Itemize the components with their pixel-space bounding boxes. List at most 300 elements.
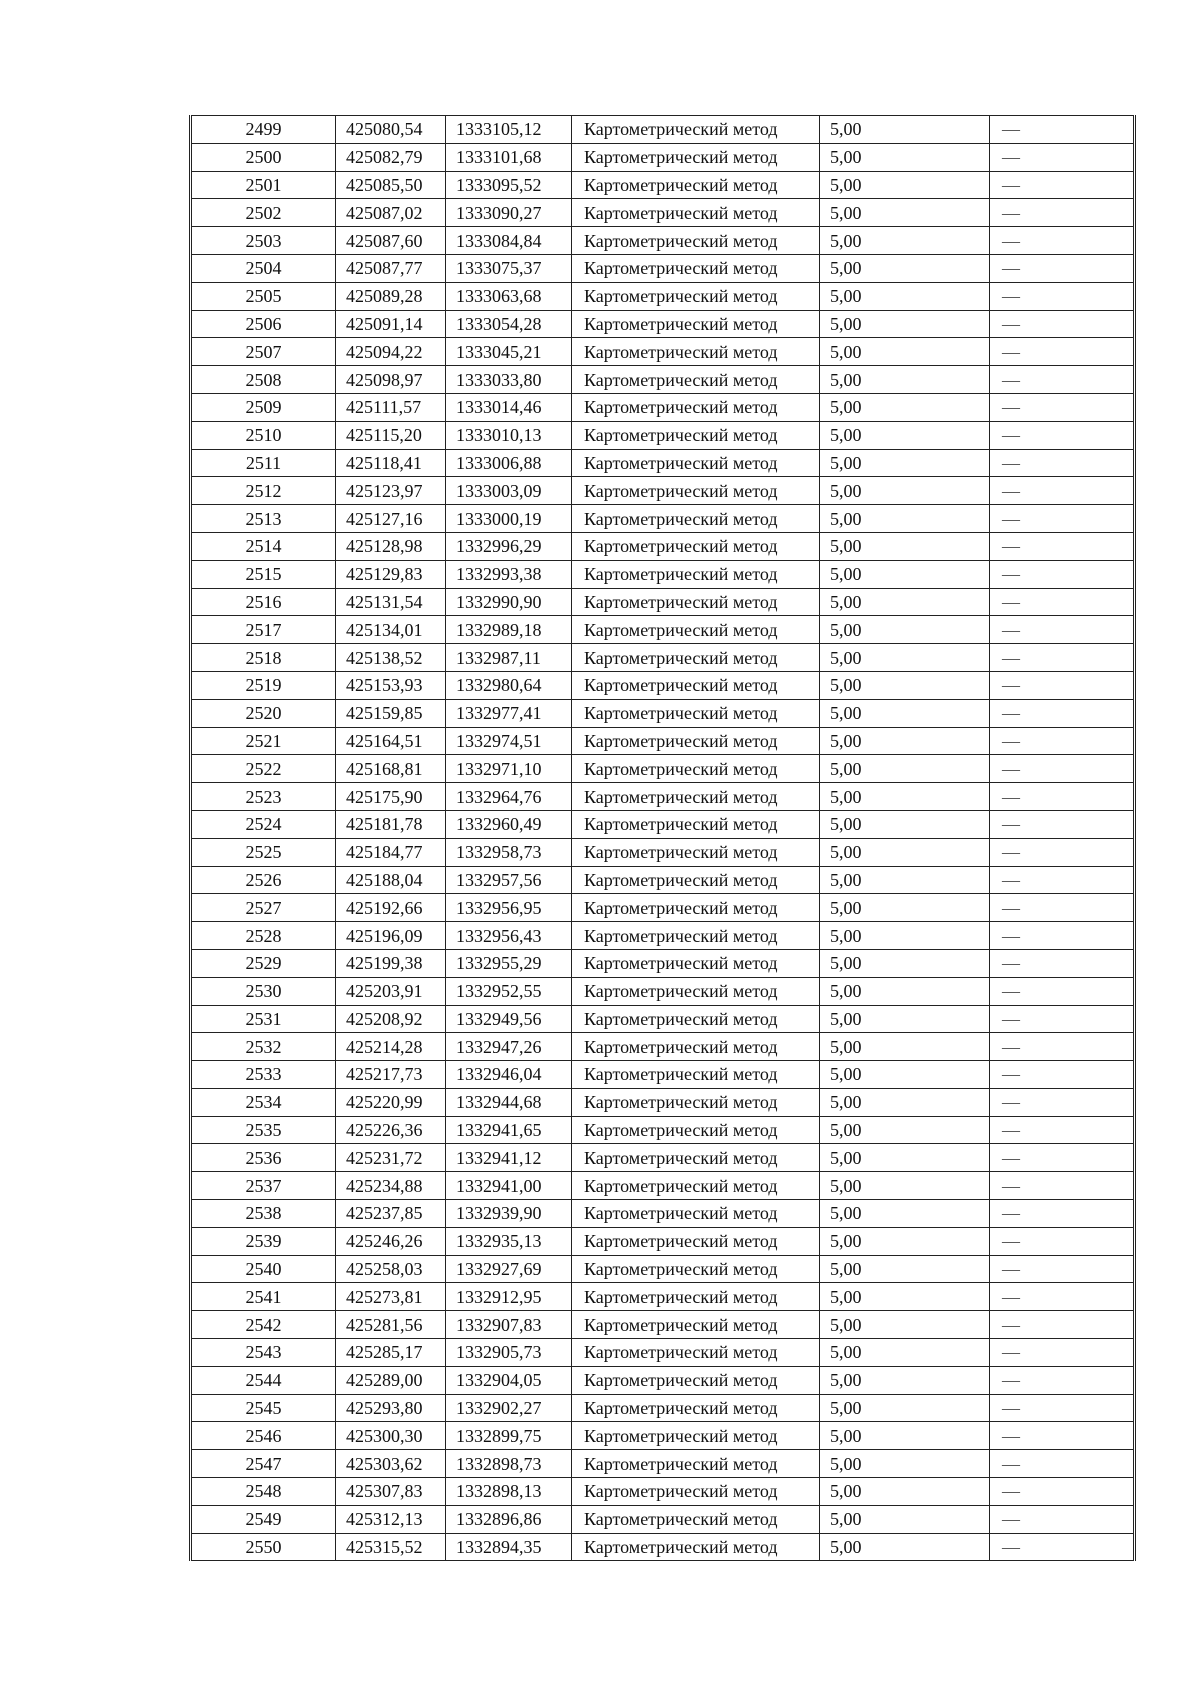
y-coordinate-cell: 1333084,84 bbox=[446, 227, 572, 255]
description-cell: — bbox=[990, 894, 1135, 922]
x-coordinate-cell: 425184,77 bbox=[336, 838, 446, 866]
x-coordinate-cell: 425087,60 bbox=[336, 227, 446, 255]
y-coordinate-cell: 1332944,68 bbox=[446, 1088, 572, 1116]
table-row bbox=[191, 116, 1135, 144]
x-coordinate-cell: 425164,51 bbox=[336, 727, 446, 755]
point-number-cell: 2529 bbox=[191, 949, 336, 977]
description-cell: — bbox=[990, 338, 1135, 366]
description-cell: — bbox=[990, 1394, 1135, 1422]
coordinates-table bbox=[189, 115, 1136, 1561]
accuracy-cell: 5,00 bbox=[820, 1505, 990, 1533]
accuracy-cell: 5,00 bbox=[820, 922, 990, 950]
point-number-cell: 2523 bbox=[191, 783, 336, 811]
x-coordinate-cell: 425138,52 bbox=[336, 644, 446, 672]
point-number-cell: 2510 bbox=[191, 421, 336, 449]
x-coordinate-cell: 425226,36 bbox=[336, 1116, 446, 1144]
description-cell: — bbox=[990, 866, 1135, 894]
description-cell: — bbox=[990, 977, 1135, 1005]
description-cell: — bbox=[990, 949, 1135, 977]
y-coordinate-cell: 1332949,56 bbox=[446, 1005, 572, 1033]
description-cell: — bbox=[990, 588, 1135, 616]
y-coordinate-cell: 1332987,11 bbox=[446, 644, 572, 672]
y-coordinate-cell: 1333006,88 bbox=[446, 449, 572, 477]
point-number-cell: 2502 bbox=[191, 199, 336, 227]
point-number-cell: 2525 bbox=[191, 838, 336, 866]
y-coordinate-cell: 1332964,76 bbox=[446, 783, 572, 811]
x-coordinate-cell: 425111,57 bbox=[336, 393, 446, 421]
x-coordinate-cell: 425315,52 bbox=[336, 1533, 446, 1561]
x-coordinate-cell: 425312,13 bbox=[336, 1505, 446, 1533]
x-coordinate-cell: 425098,97 bbox=[336, 366, 446, 394]
x-coordinate-cell: 425188,04 bbox=[336, 866, 446, 894]
x-coordinate-cell: 425293,80 bbox=[336, 1394, 446, 1422]
x-coordinate-cell: 425199,38 bbox=[336, 949, 446, 977]
y-coordinate-cell: 1332947,26 bbox=[446, 1033, 572, 1061]
method-cell: Картометрический метод bbox=[572, 1172, 820, 1200]
accuracy-cell: 5,00 bbox=[820, 977, 990, 1005]
accuracy-cell: 5,00 bbox=[820, 338, 990, 366]
table-row bbox=[191, 254, 1135, 282]
accuracy-cell: 5,00 bbox=[820, 1533, 990, 1561]
table-row bbox=[191, 1200, 1135, 1228]
accuracy-cell: 5,00 bbox=[820, 1366, 990, 1394]
y-coordinate-cell: 1332980,64 bbox=[446, 671, 572, 699]
accuracy-cell: 5,00 bbox=[820, 1116, 990, 1144]
x-coordinate-cell: 425214,28 bbox=[336, 1033, 446, 1061]
point-number-cell: 2521 bbox=[191, 727, 336, 755]
point-number-cell: 2549 bbox=[191, 1505, 336, 1533]
y-coordinate-cell: 1332993,38 bbox=[446, 560, 572, 588]
description-cell: — bbox=[990, 1200, 1135, 1228]
method-cell: Картометрический метод bbox=[572, 1061, 820, 1089]
point-number-cell: 2517 bbox=[191, 616, 336, 644]
description-cell: — bbox=[990, 783, 1135, 811]
accuracy-cell: 5,00 bbox=[820, 310, 990, 338]
method-cell: Картометрический метод bbox=[572, 282, 820, 310]
y-coordinate-cell: 1332956,95 bbox=[446, 894, 572, 922]
description-cell: — bbox=[990, 449, 1135, 477]
method-cell: Картометрический метод bbox=[572, 338, 820, 366]
y-coordinate-cell: 1332960,49 bbox=[446, 810, 572, 838]
point-number-cell: 2532 bbox=[191, 1033, 336, 1061]
point-number-cell: 2524 bbox=[191, 810, 336, 838]
description-cell: — bbox=[990, 755, 1135, 783]
method-cell: Картометрический метод bbox=[572, 727, 820, 755]
description-cell: — bbox=[990, 1283, 1135, 1311]
method-cell: Картометрический метод bbox=[572, 616, 820, 644]
y-coordinate-cell: 1332989,18 bbox=[446, 616, 572, 644]
point-number-cell: 2522 bbox=[191, 755, 336, 783]
description-cell: — bbox=[990, 366, 1135, 394]
method-cell: Картометрический метод bbox=[572, 143, 820, 171]
table-row bbox=[191, 421, 1135, 449]
table-row bbox=[191, 1172, 1135, 1200]
y-coordinate-cell: 1332905,73 bbox=[446, 1339, 572, 1367]
point-number-cell: 2545 bbox=[191, 1394, 336, 1422]
accuracy-cell: 5,00 bbox=[820, 1144, 990, 1172]
description-cell: — bbox=[990, 1366, 1135, 1394]
description-cell: — bbox=[990, 1339, 1135, 1367]
y-coordinate-cell: 1333105,12 bbox=[446, 116, 572, 144]
accuracy-cell: 5,00 bbox=[820, 1088, 990, 1116]
point-number-cell: 2547 bbox=[191, 1450, 336, 1478]
description-cell: — bbox=[990, 560, 1135, 588]
point-number-cell: 2538 bbox=[191, 1200, 336, 1228]
x-coordinate-cell: 425307,83 bbox=[336, 1478, 446, 1506]
y-coordinate-cell: 1333000,19 bbox=[446, 505, 572, 533]
y-coordinate-cell: 1332896,86 bbox=[446, 1505, 572, 1533]
x-coordinate-cell: 425082,79 bbox=[336, 143, 446, 171]
accuracy-cell: 5,00 bbox=[820, 171, 990, 199]
accuracy-cell: 5,00 bbox=[820, 560, 990, 588]
x-coordinate-cell: 425131,54 bbox=[336, 588, 446, 616]
method-cell: Картометрический метод bbox=[572, 1144, 820, 1172]
method-cell: Картометрический метод bbox=[572, 977, 820, 1005]
method-cell: Картометрический метод bbox=[572, 366, 820, 394]
method-cell: Картометрический метод bbox=[572, 922, 820, 950]
description-cell: — bbox=[990, 699, 1135, 727]
y-coordinate-cell: 1332977,41 bbox=[446, 699, 572, 727]
accuracy-cell: 5,00 bbox=[820, 616, 990, 644]
description-cell: — bbox=[990, 644, 1135, 672]
accuracy-cell: 5,00 bbox=[820, 1311, 990, 1339]
x-coordinate-cell: 425129,83 bbox=[336, 560, 446, 588]
table-row bbox=[191, 588, 1135, 616]
accuracy-cell: 5,00 bbox=[820, 449, 990, 477]
x-coordinate-cell: 425087,02 bbox=[336, 199, 446, 227]
description-cell: — bbox=[990, 227, 1135, 255]
method-cell: Картометрический метод bbox=[572, 505, 820, 533]
accuracy-cell: 5,00 bbox=[820, 755, 990, 783]
description-cell: — bbox=[990, 838, 1135, 866]
x-coordinate-cell: 425303,62 bbox=[336, 1450, 446, 1478]
table-row bbox=[191, 866, 1135, 894]
method-cell: Картометрический метод bbox=[572, 838, 820, 866]
x-coordinate-cell: 425237,85 bbox=[336, 1200, 446, 1228]
table-row bbox=[191, 1227, 1135, 1255]
accuracy-cell: 5,00 bbox=[820, 366, 990, 394]
x-coordinate-cell: 425208,92 bbox=[336, 1005, 446, 1033]
accuracy-cell: 5,00 bbox=[820, 1033, 990, 1061]
y-coordinate-cell: 1333095,52 bbox=[446, 171, 572, 199]
x-coordinate-cell: 425091,14 bbox=[336, 310, 446, 338]
x-coordinate-cell: 425153,93 bbox=[336, 671, 446, 699]
x-coordinate-cell: 425181,78 bbox=[336, 810, 446, 838]
x-coordinate-cell: 425289,00 bbox=[336, 1366, 446, 1394]
point-number-cell: 2530 bbox=[191, 977, 336, 1005]
y-coordinate-cell: 1332956,43 bbox=[446, 922, 572, 950]
method-cell: Картометрический метод bbox=[572, 783, 820, 811]
x-coordinate-cell: 425273,81 bbox=[336, 1283, 446, 1311]
method-cell: Картометрический метод bbox=[572, 699, 820, 727]
y-coordinate-cell: 1333033,80 bbox=[446, 366, 572, 394]
method-cell: Картометрический метод bbox=[572, 1283, 820, 1311]
description-cell: — bbox=[990, 1478, 1135, 1506]
point-number-cell: 2536 bbox=[191, 1144, 336, 1172]
accuracy-cell: 5,00 bbox=[820, 1005, 990, 1033]
accuracy-cell: 5,00 bbox=[820, 532, 990, 560]
y-coordinate-cell: 1333003,09 bbox=[446, 477, 572, 505]
y-coordinate-cell: 1333054,28 bbox=[446, 310, 572, 338]
description-cell: — bbox=[990, 199, 1135, 227]
table-row bbox=[191, 366, 1135, 394]
table-row bbox=[191, 171, 1135, 199]
x-coordinate-cell: 425281,56 bbox=[336, 1311, 446, 1339]
method-cell: Картометрический метод bbox=[572, 1255, 820, 1283]
point-number-cell: 2507 bbox=[191, 338, 336, 366]
description-cell: — bbox=[990, 1172, 1135, 1200]
method-cell: Картометрический метод bbox=[572, 199, 820, 227]
method-cell: Картометрический метод bbox=[572, 227, 820, 255]
point-number-cell: 2542 bbox=[191, 1311, 336, 1339]
y-coordinate-cell: 1332907,83 bbox=[446, 1311, 572, 1339]
point-number-cell: 2511 bbox=[191, 449, 336, 477]
table-row bbox=[191, 477, 1135, 505]
method-cell: Картометрический метод bbox=[572, 532, 820, 560]
method-cell: Картометрический метод bbox=[572, 171, 820, 199]
table-row bbox=[191, 282, 1135, 310]
method-cell: Картометрический метод bbox=[572, 588, 820, 616]
method-cell: Картометрический метод bbox=[572, 1033, 820, 1061]
method-cell: Картометрический метод bbox=[572, 1200, 820, 1228]
x-coordinate-cell: 425285,17 bbox=[336, 1339, 446, 1367]
table-row bbox=[191, 838, 1135, 866]
accuracy-cell: 5,00 bbox=[820, 1478, 990, 1506]
x-coordinate-cell: 425085,50 bbox=[336, 171, 446, 199]
x-coordinate-cell: 425128,98 bbox=[336, 532, 446, 560]
x-coordinate-cell: 425080,54 bbox=[336, 116, 446, 144]
point-number-cell: 2514 bbox=[191, 532, 336, 560]
table-row bbox=[191, 1033, 1135, 1061]
point-number-cell: 2500 bbox=[191, 143, 336, 171]
method-cell: Картометрический метод bbox=[572, 393, 820, 421]
table-row bbox=[191, 505, 1135, 533]
accuracy-cell: 5,00 bbox=[820, 1450, 990, 1478]
method-cell: Картометрический метод bbox=[572, 254, 820, 282]
description-cell: — bbox=[990, 1005, 1135, 1033]
point-number-cell: 2509 bbox=[191, 393, 336, 421]
description-cell: — bbox=[990, 1227, 1135, 1255]
y-coordinate-cell: 1332974,51 bbox=[446, 727, 572, 755]
method-cell: Картометрический метод bbox=[572, 671, 820, 699]
x-coordinate-cell: 425118,41 bbox=[336, 449, 446, 477]
table-row bbox=[191, 810, 1135, 838]
method-cell: Картометрический метод bbox=[572, 1505, 820, 1533]
table-row bbox=[191, 1339, 1135, 1367]
table-row bbox=[191, 1533, 1135, 1561]
y-coordinate-cell: 1332996,29 bbox=[446, 532, 572, 560]
accuracy-cell: 5,00 bbox=[820, 143, 990, 171]
method-cell: Картометрический метод bbox=[572, 477, 820, 505]
point-number-cell: 2537 bbox=[191, 1172, 336, 1200]
point-number-cell: 2520 bbox=[191, 699, 336, 727]
table-row bbox=[191, 1255, 1135, 1283]
description-cell: — bbox=[990, 1533, 1135, 1561]
point-number-cell: 2533 bbox=[191, 1061, 336, 1089]
y-coordinate-cell: 1332898,13 bbox=[446, 1478, 572, 1506]
method-cell: Картометрический метод bbox=[572, 449, 820, 477]
description-cell: — bbox=[990, 143, 1135, 171]
description-cell: — bbox=[990, 1255, 1135, 1283]
description-cell: — bbox=[990, 1422, 1135, 1450]
table-row bbox=[191, 1450, 1135, 1478]
description-cell: — bbox=[990, 810, 1135, 838]
y-coordinate-cell: 1332958,73 bbox=[446, 838, 572, 866]
x-coordinate-cell: 425094,22 bbox=[336, 338, 446, 366]
x-coordinate-cell: 425196,09 bbox=[336, 922, 446, 950]
y-coordinate-cell: 1332941,00 bbox=[446, 1172, 572, 1200]
y-coordinate-cell: 1332898,73 bbox=[446, 1450, 572, 1478]
x-coordinate-cell: 425231,72 bbox=[336, 1144, 446, 1172]
table-row bbox=[191, 1394, 1135, 1422]
description-cell: — bbox=[990, 532, 1135, 560]
method-cell: Картометрический метод bbox=[572, 644, 820, 672]
point-number-cell: 2504 bbox=[191, 254, 336, 282]
method-cell: Картометрический метод bbox=[572, 1450, 820, 1478]
table-row bbox=[191, 922, 1135, 950]
y-coordinate-cell: 1332952,55 bbox=[446, 977, 572, 1005]
point-number-cell: 2506 bbox=[191, 310, 336, 338]
table-row bbox=[191, 949, 1135, 977]
accuracy-cell: 5,00 bbox=[820, 1172, 990, 1200]
point-number-cell: 2516 bbox=[191, 588, 336, 616]
point-number-cell: 2527 bbox=[191, 894, 336, 922]
description-cell: — bbox=[990, 922, 1135, 950]
method-cell: Картометрический метод bbox=[572, 1533, 820, 1561]
point-number-cell: 2540 bbox=[191, 1255, 336, 1283]
table-row bbox=[191, 755, 1135, 783]
description-cell: — bbox=[990, 116, 1135, 144]
accuracy-cell: 5,00 bbox=[820, 588, 990, 616]
description-cell: — bbox=[990, 1116, 1135, 1144]
x-coordinate-cell: 425123,97 bbox=[336, 477, 446, 505]
y-coordinate-cell: 1333010,13 bbox=[446, 421, 572, 449]
table-row bbox=[191, 310, 1135, 338]
point-number-cell: 2513 bbox=[191, 505, 336, 533]
y-coordinate-cell: 1332894,35 bbox=[446, 1533, 572, 1561]
accuracy-cell: 5,00 bbox=[820, 421, 990, 449]
method-cell: Картометрический метод bbox=[572, 421, 820, 449]
table-row bbox=[191, 727, 1135, 755]
description-cell: — bbox=[990, 171, 1135, 199]
table-row bbox=[191, 560, 1135, 588]
table-row bbox=[191, 1283, 1135, 1311]
table-row bbox=[191, 532, 1135, 560]
point-number-cell: 2508 bbox=[191, 366, 336, 394]
method-cell: Картометрический метод bbox=[572, 1394, 820, 1422]
accuracy-cell: 5,00 bbox=[820, 477, 990, 505]
table-row bbox=[191, 1088, 1135, 1116]
point-number-cell: 2515 bbox=[191, 560, 336, 588]
method-cell: Картометрический метод bbox=[572, 1311, 820, 1339]
table-row bbox=[191, 894, 1135, 922]
y-coordinate-cell: 1332904,05 bbox=[446, 1366, 572, 1394]
method-cell: Картометрический метод bbox=[572, 810, 820, 838]
method-cell: Картометрический метод bbox=[572, 866, 820, 894]
y-coordinate-cell: 1333075,37 bbox=[446, 254, 572, 282]
point-number-cell: 2534 bbox=[191, 1088, 336, 1116]
accuracy-cell: 5,00 bbox=[820, 949, 990, 977]
y-coordinate-cell: 1333090,27 bbox=[446, 199, 572, 227]
description-cell: — bbox=[990, 727, 1135, 755]
table-row bbox=[191, 1116, 1135, 1144]
accuracy-cell: 5,00 bbox=[820, 838, 990, 866]
accuracy-cell: 5,00 bbox=[820, 1422, 990, 1450]
description-cell: — bbox=[990, 477, 1135, 505]
table-row bbox=[191, 1311, 1135, 1339]
y-coordinate-cell: 1332935,13 bbox=[446, 1227, 572, 1255]
method-cell: Картометрический метод bbox=[572, 1088, 820, 1116]
method-cell: Картометрический метод bbox=[572, 1366, 820, 1394]
x-coordinate-cell: 425192,66 bbox=[336, 894, 446, 922]
point-number-cell: 2528 bbox=[191, 922, 336, 950]
point-number-cell: 2512 bbox=[191, 477, 336, 505]
x-coordinate-cell: 425089,28 bbox=[336, 282, 446, 310]
x-coordinate-cell: 425246,26 bbox=[336, 1227, 446, 1255]
table-row bbox=[191, 616, 1135, 644]
x-coordinate-cell: 425168,81 bbox=[336, 755, 446, 783]
method-cell: Картометрический метод bbox=[572, 1227, 820, 1255]
coordinates-table-body bbox=[191, 116, 1135, 1561]
description-cell: — bbox=[990, 254, 1135, 282]
point-number-cell: 2544 bbox=[191, 1366, 336, 1394]
method-cell: Картометрический метод bbox=[572, 894, 820, 922]
accuracy-cell: 5,00 bbox=[820, 282, 990, 310]
accuracy-cell: 5,00 bbox=[820, 254, 990, 282]
point-number-cell: 2541 bbox=[191, 1283, 336, 1311]
point-number-cell: 2546 bbox=[191, 1422, 336, 1450]
y-coordinate-cell: 1332912,95 bbox=[446, 1283, 572, 1311]
table-row bbox=[191, 143, 1135, 171]
x-coordinate-cell: 425115,20 bbox=[336, 421, 446, 449]
point-number-cell: 2543 bbox=[191, 1339, 336, 1367]
accuracy-cell: 5,00 bbox=[820, 1227, 990, 1255]
description-cell: — bbox=[990, 671, 1135, 699]
accuracy-cell: 5,00 bbox=[820, 393, 990, 421]
point-number-cell: 2501 bbox=[191, 171, 336, 199]
point-number-cell: 2526 bbox=[191, 866, 336, 894]
accuracy-cell: 5,00 bbox=[820, 116, 990, 144]
description-cell: — bbox=[990, 421, 1135, 449]
x-coordinate-cell: 425300,30 bbox=[336, 1422, 446, 1450]
method-cell: Картометрический метод bbox=[572, 560, 820, 588]
table-row bbox=[191, 1478, 1135, 1506]
point-number-cell: 2503 bbox=[191, 227, 336, 255]
point-number-cell: 2548 bbox=[191, 1478, 336, 1506]
y-coordinate-cell: 1333101,68 bbox=[446, 143, 572, 171]
accuracy-cell: 5,00 bbox=[820, 505, 990, 533]
accuracy-cell: 5,00 bbox=[820, 227, 990, 255]
accuracy-cell: 5,00 bbox=[820, 1283, 990, 1311]
point-number-cell: 2519 bbox=[191, 671, 336, 699]
table-row bbox=[191, 671, 1135, 699]
method-cell: Картометрический метод bbox=[572, 1005, 820, 1033]
point-number-cell: 2550 bbox=[191, 1533, 336, 1561]
y-coordinate-cell: 1332941,65 bbox=[446, 1116, 572, 1144]
point-number-cell: 2535 bbox=[191, 1116, 336, 1144]
table-row bbox=[191, 449, 1135, 477]
accuracy-cell: 5,00 bbox=[820, 1394, 990, 1422]
description-cell: — bbox=[990, 1144, 1135, 1172]
table-row bbox=[191, 1144, 1135, 1172]
method-cell: Картометрический метод bbox=[572, 116, 820, 144]
x-coordinate-cell: 425234,88 bbox=[336, 1172, 446, 1200]
description-cell: — bbox=[990, 1505, 1135, 1533]
table-row bbox=[191, 783, 1135, 811]
table-row bbox=[191, 644, 1135, 672]
description-cell: — bbox=[990, 1311, 1135, 1339]
description-cell: — bbox=[990, 1088, 1135, 1116]
